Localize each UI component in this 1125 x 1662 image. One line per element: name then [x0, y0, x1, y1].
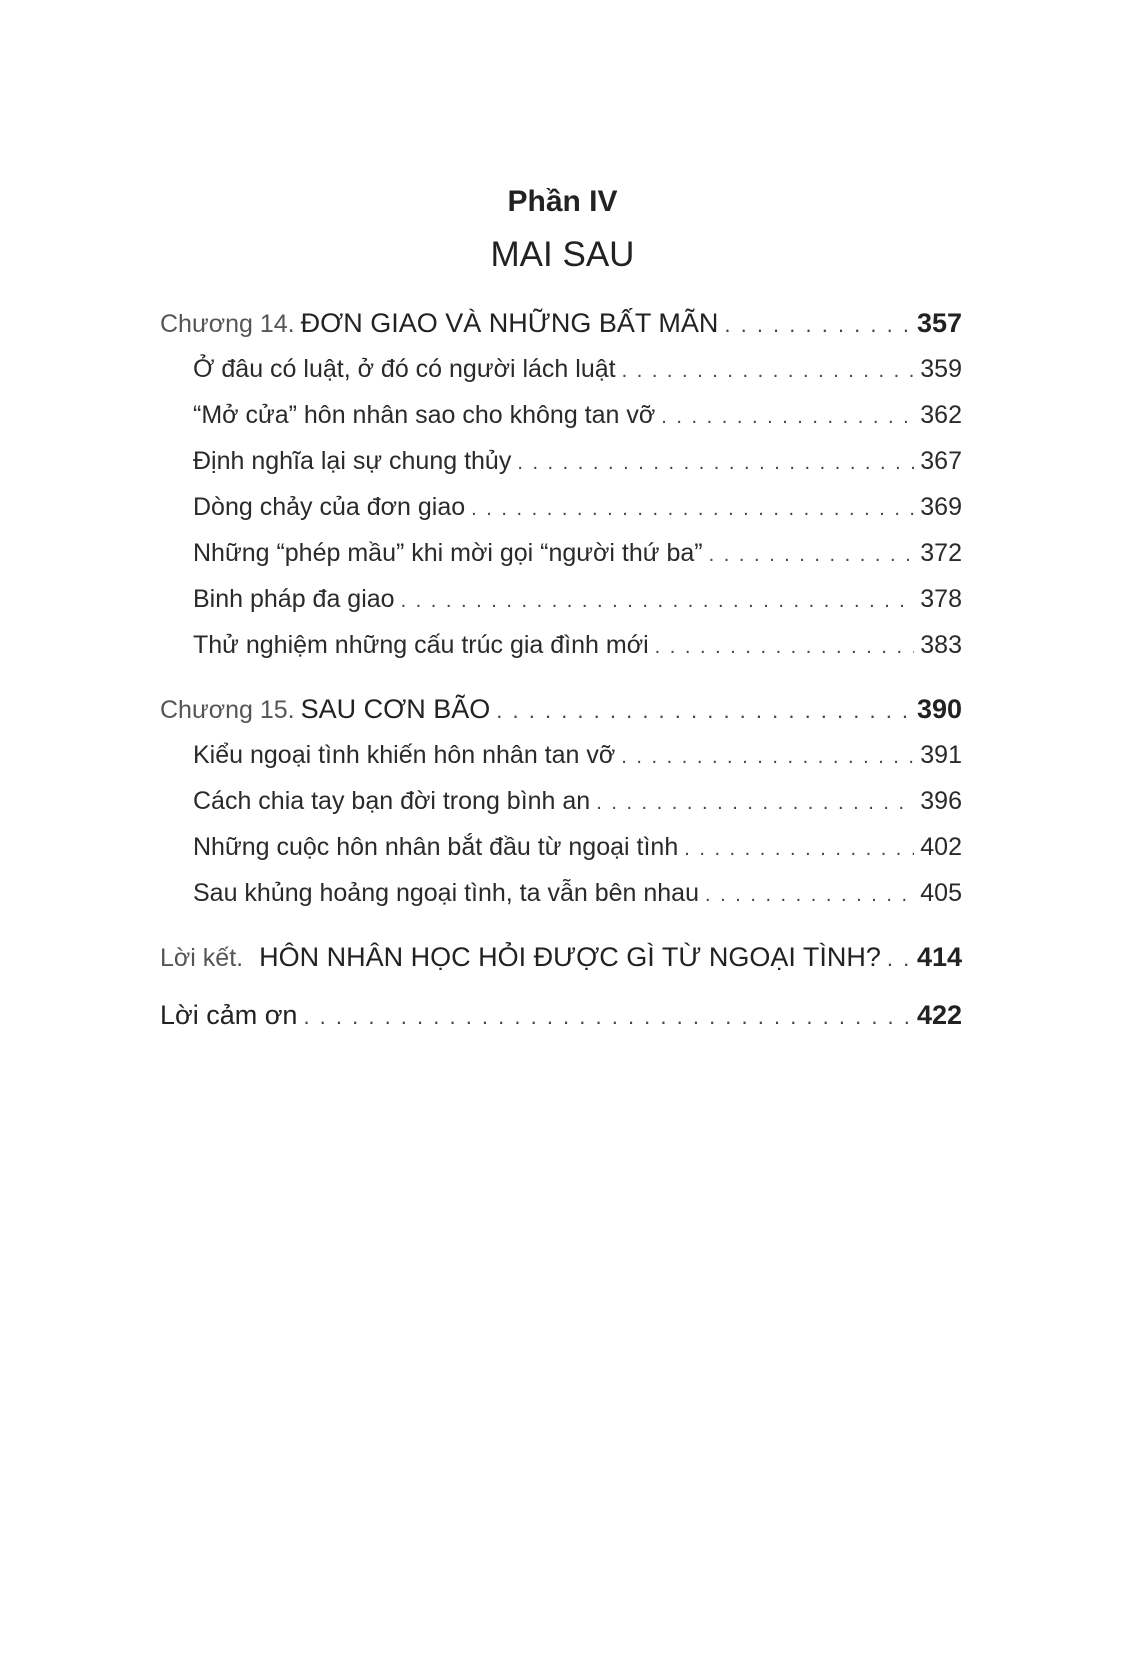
- chapter-page-number: 357: [916, 308, 962, 338]
- toc-entry: [160, 576, 962, 622]
- entry-title: Sau khủng hoảng ngoại tình, ta vẫn bên nhau: [193, 879, 699, 907]
- acknowledgements-title: Lời cảm ơn: [160, 1000, 298, 1030]
- dot-leader: [517, 440, 914, 486]
- entry-page-number: 391: [920, 741, 962, 769]
- dot-leader: [596, 780, 914, 826]
- entry-title: Cách chia tay bạn đời trong bình an: [193, 787, 591, 815]
- entry-title: Kiểu ngoại tình khiến hôn nhân tan vỡ: [193, 741, 616, 769]
- dot-leader: [401, 578, 915, 624]
- entry-title: Ở đâu có luật, ở đó có người lách luật: [193, 355, 616, 383]
- dot-leader: [622, 348, 915, 394]
- entry-title: Định nghĩa lại sự chung thủy: [193, 447, 512, 475]
- acknowledgements-page-number: 422: [916, 1000, 962, 1030]
- entry-page-number: 378: [920, 585, 962, 613]
- chapter-prefix: Chương 14.: [160, 310, 295, 338]
- dot-leader: [661, 394, 914, 440]
- part-title: MAI SAU: [490, 235, 635, 274]
- dot-leader: [303, 994, 910, 1040]
- epilogue-prefix: Lời kết.: [160, 944, 244, 972]
- entry-page-number: 372: [920, 539, 962, 567]
- entry-title: Thử nghiệm những cấu trúc gia đình mới: [193, 631, 649, 659]
- dot-leader: [887, 936, 911, 982]
- part-label: Phần IV: [507, 185, 618, 218]
- toc-entry: [160, 622, 962, 668]
- toc-entry: [160, 824, 962, 870]
- dot-leader: [621, 734, 914, 780]
- chapter-prefix: Chương 15.: [160, 696, 295, 724]
- toc-entry: [160, 530, 962, 576]
- entry-title: “Mở cửa” hôn nhân sao cho không tan vỡ: [193, 401, 656, 429]
- entry-title: Những “phép mầu” khi mời gọi “người thứ ba”: [193, 539, 703, 567]
- toc-entry: [160, 778, 962, 824]
- chapter-title: SAU CƠN BÃO: [300, 694, 491, 724]
- toc-chapter-15: [160, 686, 962, 732]
- toc-entry: [160, 484, 962, 530]
- toc-chapter-14: [160, 300, 962, 346]
- entry-title: Binh pháp đa giao: [193, 585, 395, 613]
- dot-leader: [684, 826, 914, 872]
- dot-leader: [705, 872, 914, 918]
- toc-entry: [160, 732, 962, 778]
- dot-leader: [724, 302, 911, 348]
- entry-page-number: 405: [920, 879, 962, 907]
- entry-title: Dòng chảy của đơn giao: [193, 493, 466, 521]
- dot-leader: [709, 532, 915, 578]
- toc-entry: [160, 438, 962, 484]
- toc-epilogue: [160, 934, 962, 980]
- dot-leader: [655, 624, 915, 670]
- entry-page-number: 367: [920, 447, 962, 475]
- entry-page-number: 402: [920, 833, 962, 861]
- toc-entry: [160, 870, 962, 916]
- entry-page-number: 362: [920, 401, 962, 429]
- chapter-title: ĐƠN GIAO VÀ NHỮNG BẤT MÃN: [300, 308, 719, 338]
- dot-leader: [471, 486, 914, 532]
- toc-entry: [160, 392, 962, 438]
- epilogue-page-number: 414: [916, 942, 962, 972]
- toc-entry: [160, 346, 962, 392]
- toc-acknowledgements: [160, 992, 962, 1038]
- entry-page-number: 359: [920, 355, 962, 383]
- epilogue-title: HÔN NHÂN HỌC HỎI ĐƯỢC GÌ TỪ NGOẠI TÌNH?: [259, 942, 881, 972]
- entry-page-number: 383: [920, 631, 962, 659]
- entry-page-number: 396: [920, 787, 962, 815]
- chapter-page-number: 390: [916, 694, 962, 724]
- entry-page-number: 369: [920, 493, 962, 521]
- table-of-contents: [160, 300, 962, 1038]
- dot-leader: [496, 688, 911, 734]
- entry-title: Những cuộc hôn nhân bắt đầu từ ngoại tình: [193, 833, 679, 861]
